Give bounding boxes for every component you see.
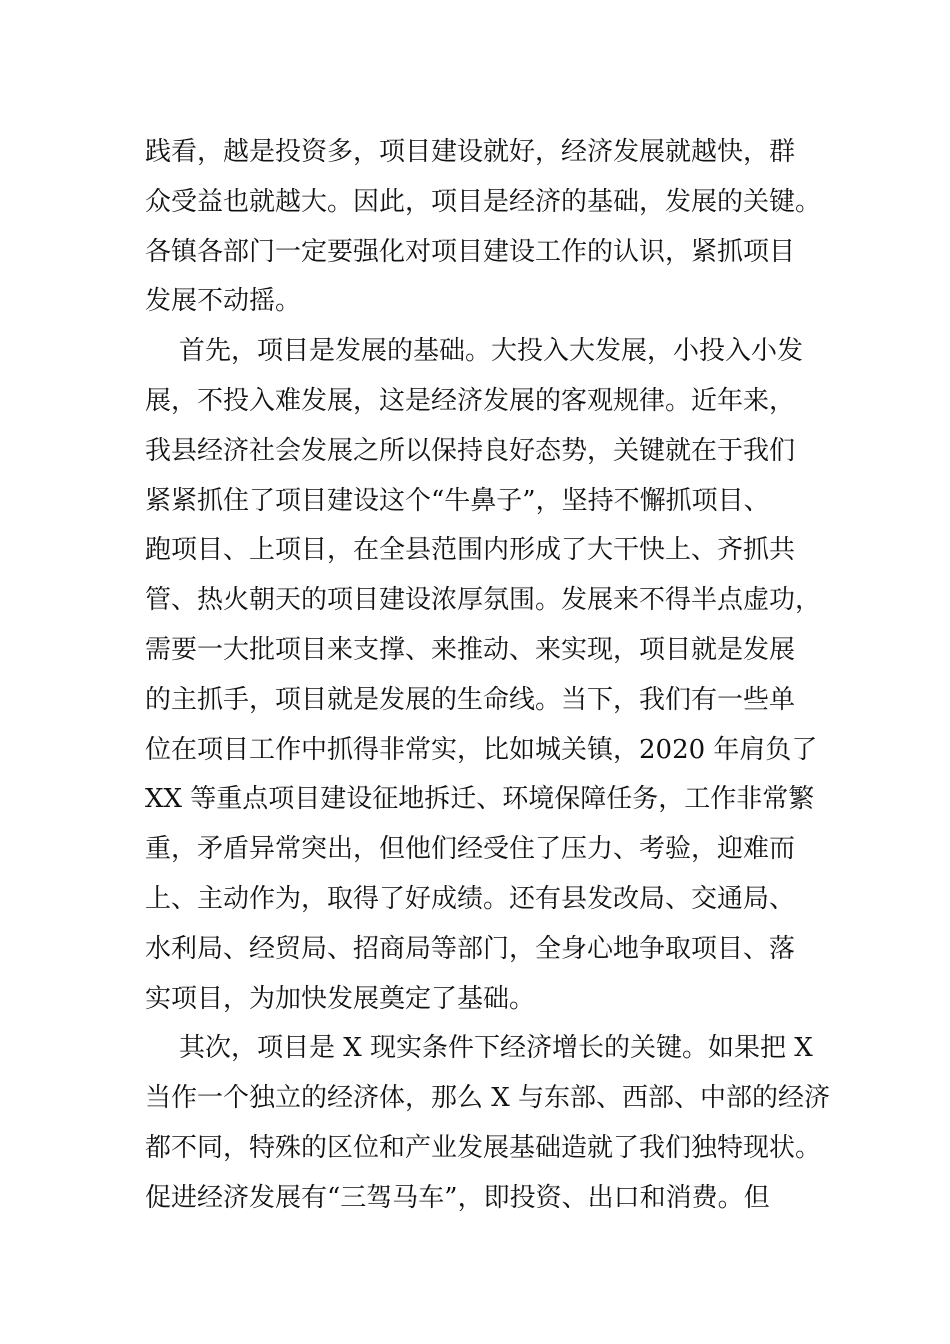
text-line: 众受益也就越大。因此，项目是经济的基础，发展的关键。 (145, 186, 822, 217)
text-line: 位在项目工作中抓得非常实，比如城关镇，2020 年肩负了 (145, 734, 818, 765)
text-line: 上、主动作为，取得了好成绩。还有县发改局、交通局、 (145, 883, 796, 914)
text-line: 当作一个独立的经济体，那么 X 与东部、西部、中部的经济 (145, 1083, 831, 1114)
text-line: 紧紧抓住了项目建设这个“牛鼻子”，坚持不懈抓项目、 (145, 485, 770, 516)
text-line: 的主抓手，项目就是发展的生命线。当下，我们有一些单 (145, 684, 796, 715)
text-line: 发展不动摇。 (145, 286, 302, 317)
paragraph-first-line: 其次，项目是 X 现实条件下经济增长的关键。如果把 X (179, 1033, 813, 1064)
text-line: XX 等重点项目建设征地拆迁、环境保障任务，工作非常繁 (145, 784, 815, 815)
text-line: 需要一大批项目来支撑、来推动、来实现，项目就是发展 (145, 634, 796, 665)
text-line: 跑项目、上项目，在全县范围内形成了大干快上、齐抓共 (145, 535, 796, 566)
text-line: 展，不投入难发展，这是经济发展的客观规律。近年来， (145, 385, 796, 416)
text-line: 实项目，为加快发展奠定了基础。 (145, 983, 536, 1014)
text-line: 各镇各部门一定要强化对项目建设工作的认识，紧抓项目 (145, 236, 796, 267)
document-body (145, 128, 831, 1224)
text-line: 都不同，特殊的区位和产业发展基础造就了我们独特现状。 (145, 1132, 822, 1163)
text-line: 水利局、经贸局、招商局等部门，全身心地争取项目、落 (145, 933, 796, 964)
text-line: 促进经济发展有“三驾马车”，即投资、出口和消费。但 (145, 1182, 770, 1213)
text-line: 我县经济社会发展之所以保持良好态势，关键就在于我们 (145, 435, 796, 466)
text-line: 重，矛盾异常突出，但他们经受住了压力、考验，迎难而 (145, 834, 796, 865)
text-line: 践看，越是投资多，项目建设就好，经济发展就越快，群 (145, 137, 796, 167)
paragraph-first-line: 首先，项目是发展的基础。大投入大发展，小投入小发 (179, 336, 804, 367)
text-line: 管、热火朝天的项目建设浓厚氛围。发展来不得半点虚功， (145, 585, 822, 616)
